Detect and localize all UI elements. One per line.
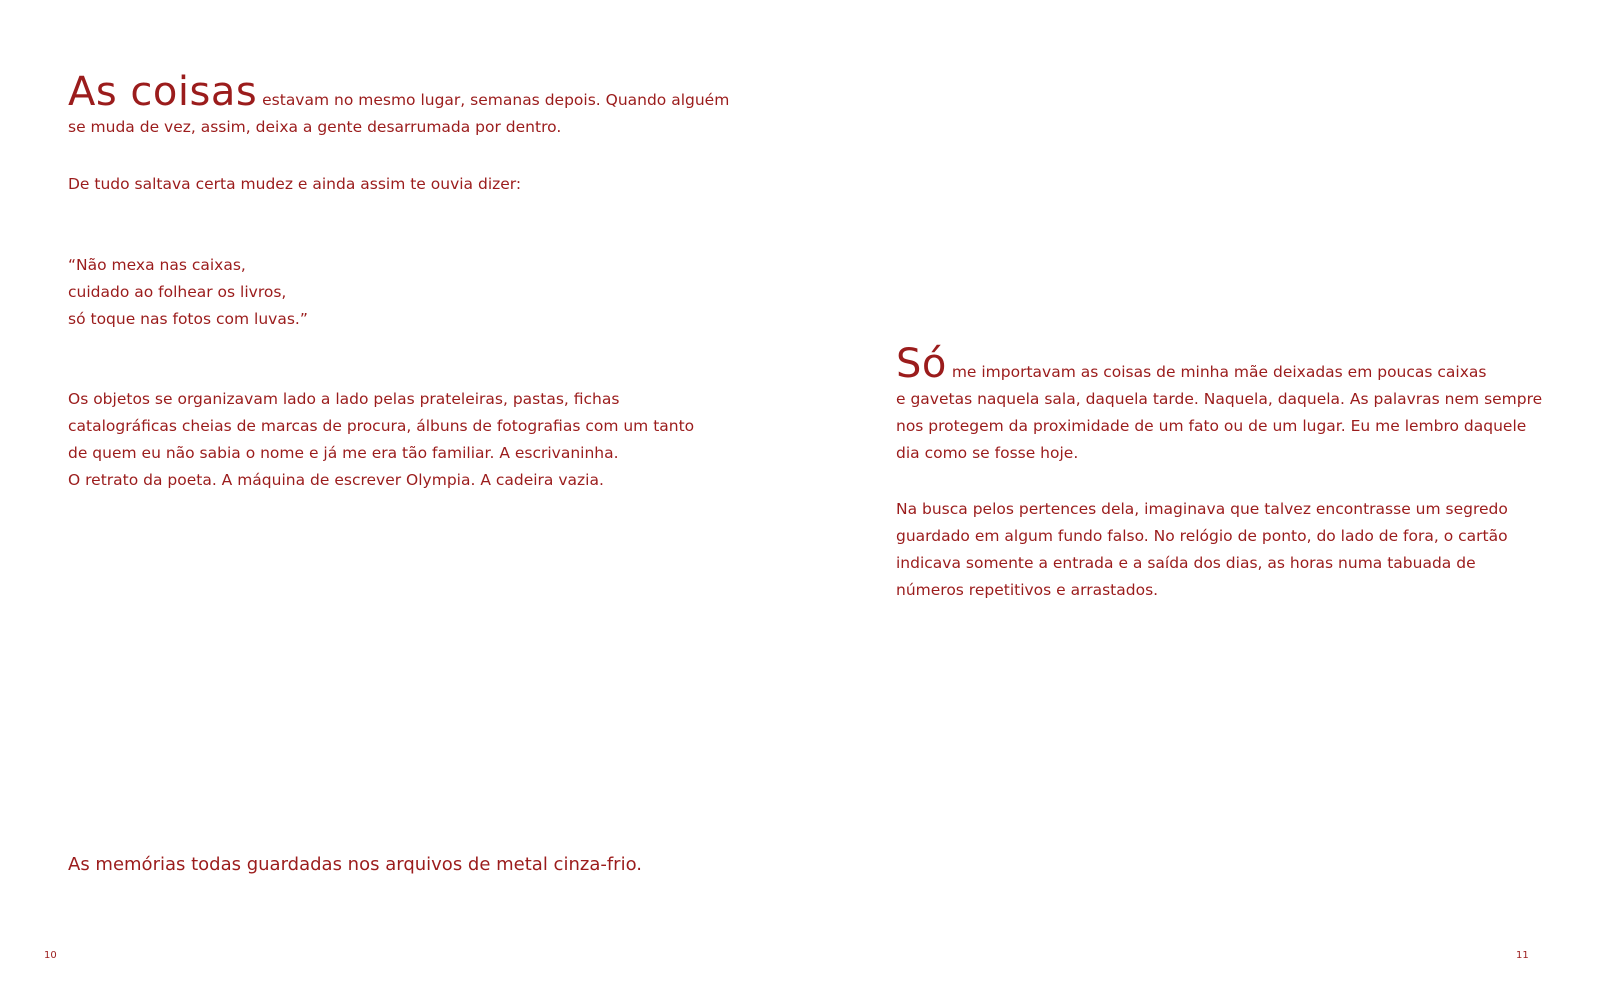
paragraph-2 — [68, 171, 521, 198]
paragraph-2-line: guardado em algum fundo falso. No relógio de ponto, do lado de fora, o cartão — [896, 527, 1508, 545]
opening-line1-rest: me importavam as coisas de minha mãe deixadas em poucas caixas — [951, 363, 1487, 381]
opening-line: dia como se fosse hoje. — [896, 444, 1079, 462]
opening-first-line — [896, 341, 1542, 388]
opening-paragraph-right — [896, 341, 1543, 467]
paragraph-4-line: O retrato da poeta. A máquina de escrever Olympia. A cadeira vazia. — [68, 471, 604, 489]
quote-line: “Não mexa nas caixas, — [68, 256, 246, 274]
paragraph-4-line: de quem eu não sabia o nome e já me era tão familiar. A escrivaninha. — [68, 444, 619, 462]
opening-paragraph-left — [68, 69, 730, 141]
opening-first-line — [68, 69, 730, 116]
quote-block — [68, 252, 308, 333]
lead-word: As coisas — [68, 69, 258, 115]
page-number-right: 11 — [1516, 950, 1529, 961]
closing-line: As memórias todas guardadas nos arquivos de metal cinza-frio. — [68, 854, 642, 875]
opening-line2: se muda de vez, assim, deixa a gente desarrumada por dentro. — [68, 118, 562, 136]
quote-line: cuidado ao folhear os livros, — [68, 283, 287, 301]
paragraph-4 — [68, 386, 694, 494]
paragraph-2-right — [896, 496, 1508, 604]
page-number-left: 10 — [44, 950, 57, 961]
opening-line: nos protegem da proximidade de um fato ou de um lugar. Eu me lembro daquele — [896, 417, 1527, 435]
opening-line1-rest: estavam no mesmo lugar, semanas depois. Quando alguém — [262, 91, 730, 109]
paragraph-2-line: indicava somente a entrada e a saída dos dias, as horas numa tabuada de — [896, 554, 1476, 572]
right-page — [800, 0, 1600, 1006]
paragraph-4-line: Os objetos se organizavam lado a lado pelas prateleiras, pastas, fichas — [68, 390, 620, 408]
opening-line: e gavetas naquela sala, daquela tarde. Naquela, daquela. As palavras nem sempre — [896, 390, 1543, 408]
paragraph-2-line: números repetitivos e arrastados. — [896, 581, 1159, 599]
lead-word: Só — [896, 341, 947, 387]
quote-line: só toque nas fotos com luvas.” — [68, 310, 308, 328]
paragraph-2-line: Na busca pelos pertences dela, imaginava que talvez encontrasse um segredo — [896, 500, 1508, 518]
paragraph-4-line: catalográficas cheias de marcas de procura, álbuns de fotografias com um tanto — [68, 417, 695, 435]
paragraph-2-text: De tudo saltava certa mudez e ainda assim te ouvia dizer: — [68, 175, 522, 193]
